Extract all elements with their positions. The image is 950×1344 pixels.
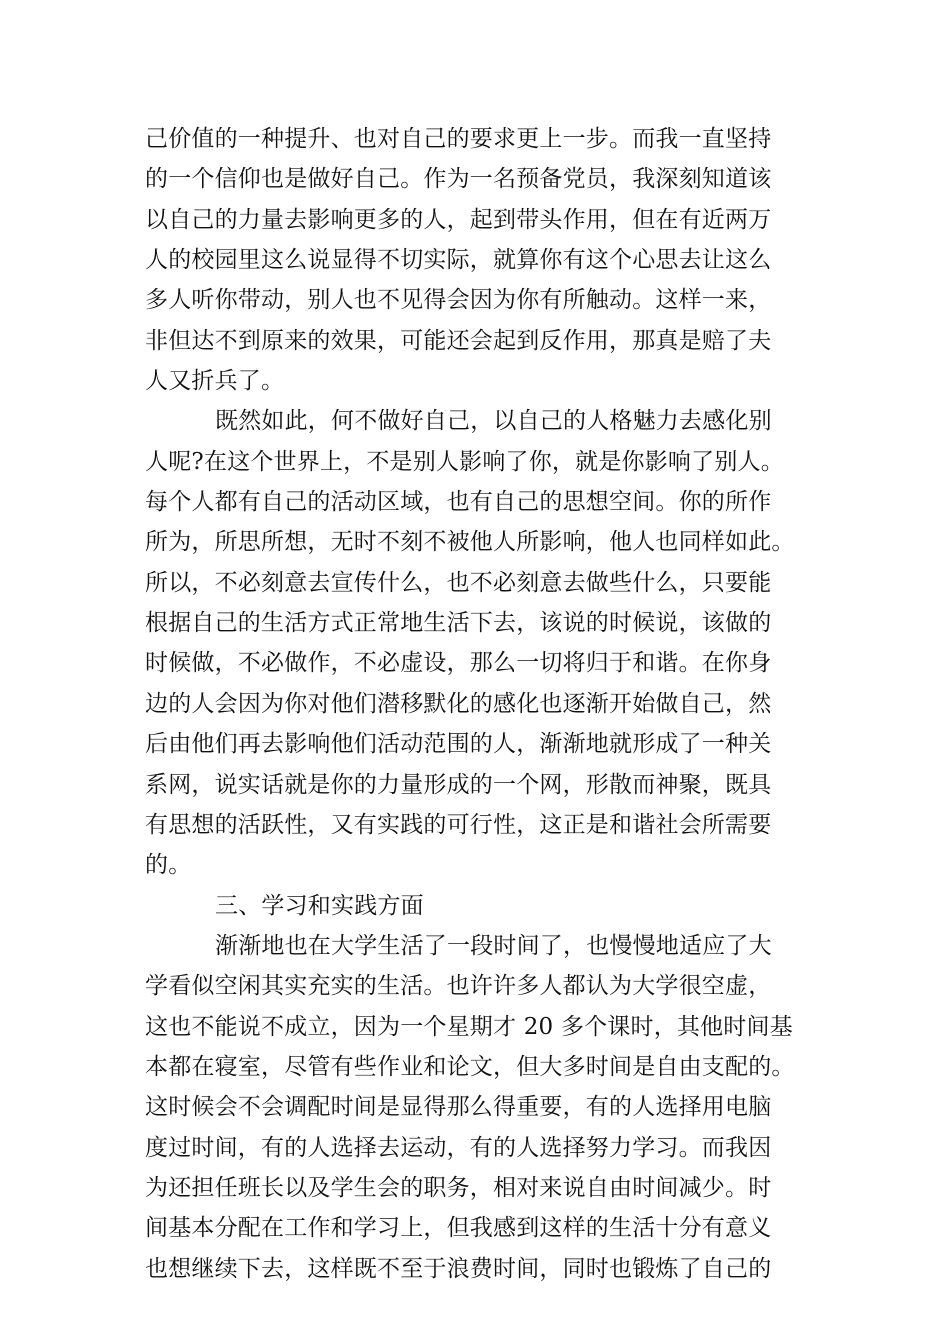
text-line: 人又折兵了。 — [145, 368, 285, 395]
paragraph-first-line: 既然如此，何不做好自己，以自己的人格魅力去感化别 — [215, 408, 772, 435]
text-line: 非但达不到原来的效果，可能还会起到反作用，那真是赔了夫 — [145, 327, 772, 354]
body-text — [145, 119, 817, 1289]
paragraph-first-line: 渐渐地也在大学生活了一段时间了，也慢慢地适应了大 — [215, 932, 772, 959]
text-line: 也想继续下去，这样既不至于浪费时间，同时也锻炼了自己的 — [145, 1255, 772, 1282]
text-line: 每个人都有自己的活动区域，也有自己的思想空间。你的所作 — [145, 489, 772, 516]
text-line: 的一个信仰也是做好自己。作为一名预备党员，我深刻知道该 — [145, 166, 772, 193]
text-line: 后由他们再去影响他们活动范围的人，渐渐地就形成了一种关 — [145, 731, 772, 758]
text-line: 间基本分配在工作和学习上，但我感到这样的生活十分有意义 — [145, 1215, 772, 1242]
text-line: 有思想的活跃性，又有实践的可行性，这正是和谐社会所需要 — [145, 811, 772, 838]
text-line: 本都在寝室，尽管有些作业和论文，但大多时间是自由支配的。 — [145, 1053, 795, 1080]
text-line: 学看似空闲其实充实的生活。也许许多人都认为大学很空虚， — [145, 973, 772, 1000]
text-line: 根据自己的生活方式正常地生活下去，该说的时候说，该做的 — [145, 610, 772, 637]
text-line: 度过时间，有的人选择去运动，有的人选择努力学习。而我因 — [145, 1134, 772, 1161]
text-line: 时候做，不必做作，不必虚设，那么一切将归于和谐。在你身 — [145, 650, 772, 677]
text-line: 边的人会因为你对他们潜移默化的感化也逐渐开始做自己，然 — [145, 690, 772, 717]
text-line: 这也不能说不成立，因为一个星期才 20 多个课时，其他时间基 — [145, 1013, 793, 1040]
text-line: 人呢?在这个世界上，不是别人影响了你，就是你影响了别人。 — [145, 448, 784, 475]
text-line: 人的校园里这么说显得不切实际，就算你有这个心思去让这么 — [145, 247, 772, 274]
section-heading: 三、学习和实践方面 — [215, 892, 424, 919]
text-line: 系网，说实话就是你的力量形成的一个网，形散而神聚，既具 — [145, 771, 772, 798]
text-line: 为还担任班长以及学生会的职务，相对来说自由时间减少。时 — [145, 1174, 772, 1201]
text-line: 所以，不必刻意去宣传什么，也不必刻意去做些什么，只要能 — [145, 569, 772, 596]
text-line: 多人听你带动，别人也不见得会因为你有所触动。这样一来， — [145, 287, 772, 314]
text-line: 以自己的力量去影响更多的人，起到带头作用，但在有近两万 — [145, 206, 772, 233]
text-line: 的。 — [145, 852, 192, 879]
text-line: 己价值的一种提升、也对自己的要求更上一步。而我一直坚持 — [145, 126, 772, 152]
text-line: 所为，所思所想，无时不刻不被他人所影响，他人也同样如此。 — [145, 529, 795, 556]
text-line: 这时候会不会调配时间是显得那么得重要，有的人选择用电脑 — [145, 1094, 772, 1121]
